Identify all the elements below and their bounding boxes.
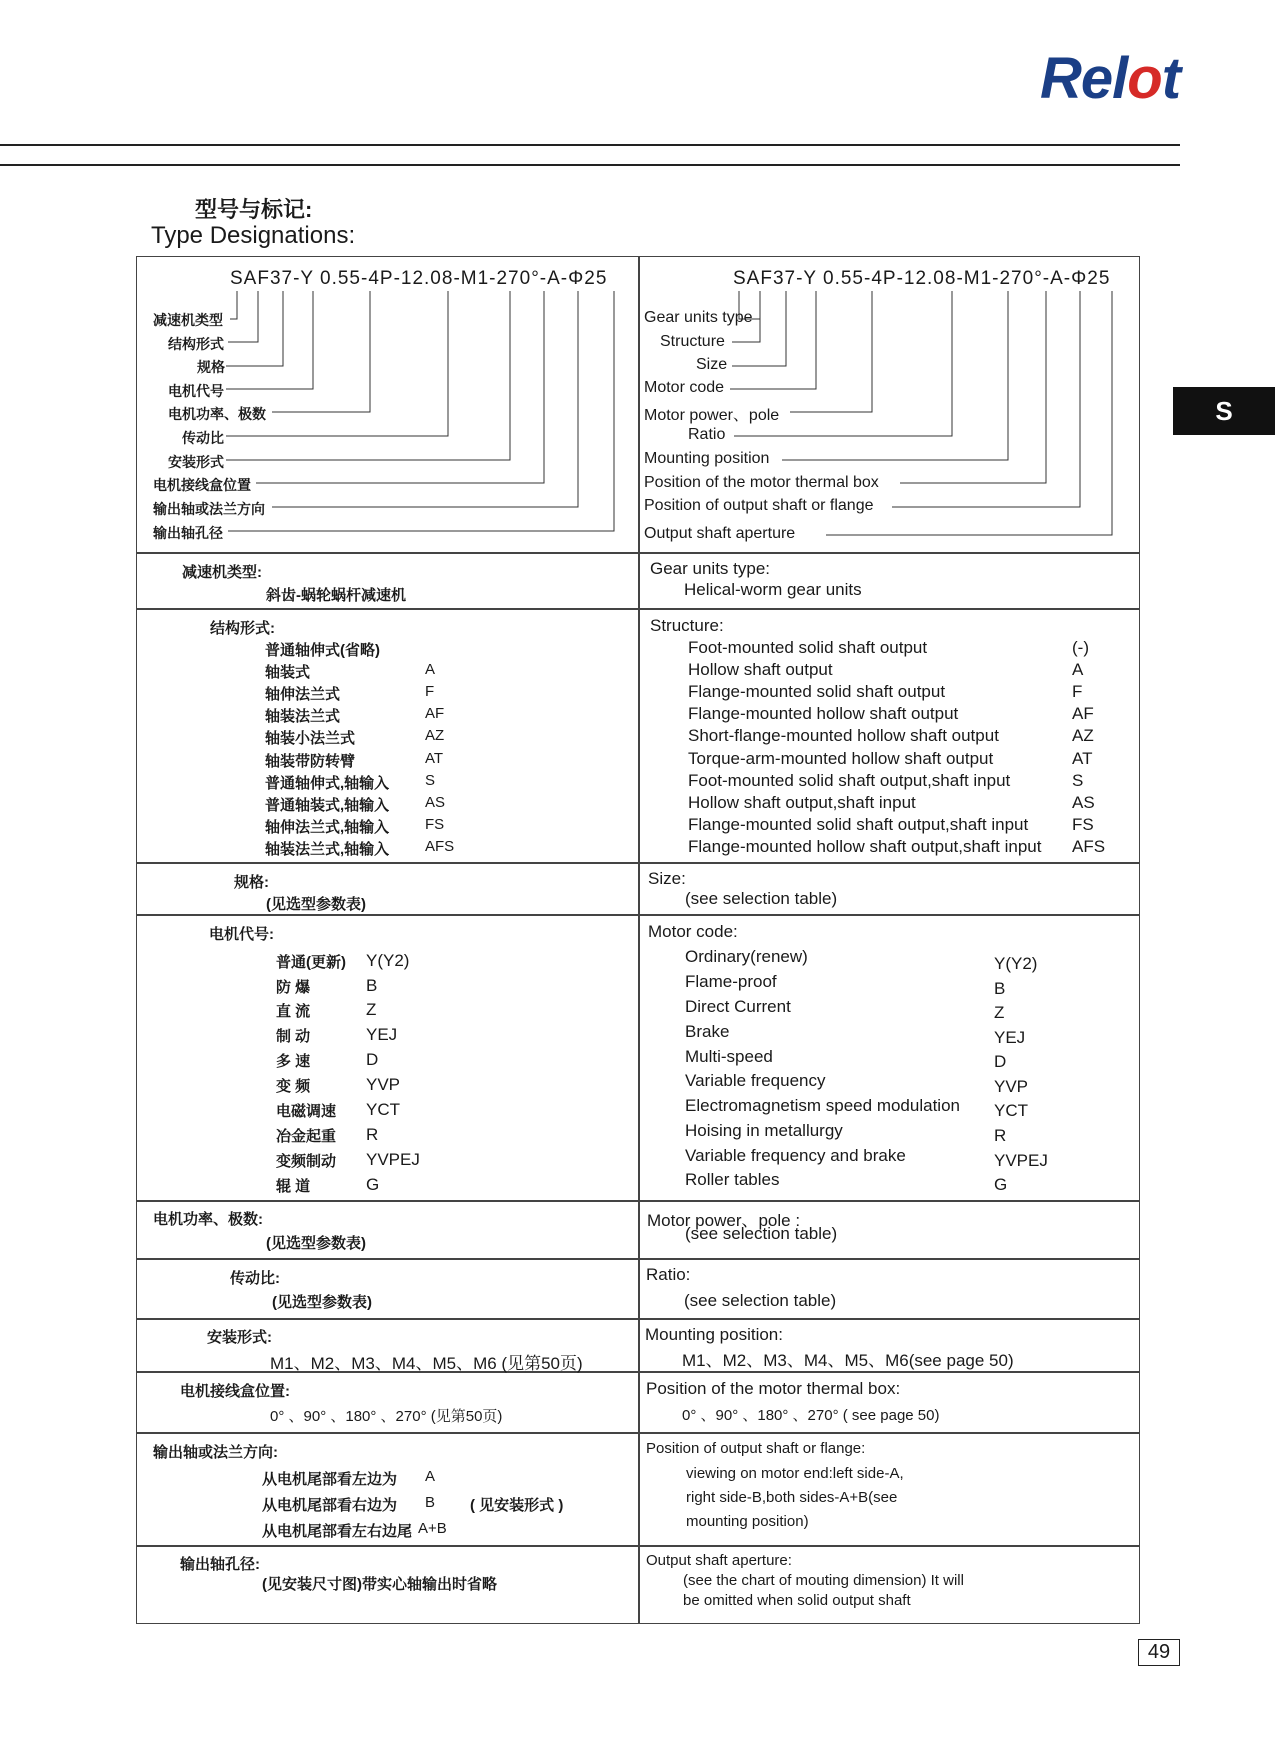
motor-power-value-en: (see selection table) (685, 1224, 838, 1243)
motor-code-row-cn: 辊 道 (276, 1178, 311, 1195)
motor-code-row-en: Ordinary(renew) (685, 947, 808, 966)
designation-code-en: SAF37-Y 0.55-4P-12.08-M1-270°-A-Φ25 (733, 268, 1111, 289)
motor-code-code-cn: D (366, 1050, 379, 1069)
motor-code-row-cn: 直 流 (276, 1003, 311, 1020)
structure-code-en: FS (1072, 815, 1094, 834)
designation-code-cn: SAF37-Y 0.55-4P-12.08-M1-270°-A-Φ25 (230, 268, 608, 289)
gear-type-value-en: Helical-worm gear units (684, 580, 862, 599)
structure-row-en: Hollow shaft output,shaft input (688, 793, 916, 812)
ratio-title-cn: 传动比: (230, 1270, 280, 1287)
aperture-value-cn: (见安装尺寸图)带实心轴输出时省略 (262, 1576, 497, 1593)
structure-row-en: Flange-mounted solid shaft output,shaft input (688, 815, 1029, 834)
motor-code-code-cn: B (366, 976, 378, 995)
title-en: Type Designations: (151, 222, 356, 249)
designation-label-en: Motor power、pole (644, 407, 780, 424)
designation-label-cn: 输出轴或法兰方向 (153, 501, 265, 517)
ratio-value-en: (see selection table) (684, 1291, 837, 1310)
designation-label-cn: 减速机类型 (153, 312, 223, 328)
motor-code-row-cn: 电磁调速 (276, 1103, 337, 1120)
structure-row-en: Torque-arm-mounted hollow shaft output (688, 749, 994, 768)
aperture-title-cn: 输出轴孔径: (180, 1556, 260, 1573)
motor-code-code-cn: YEJ (366, 1025, 398, 1044)
structure-code-cn: AT (425, 750, 444, 767)
structure-code-cn: AS (425, 794, 446, 811)
structure-code-cn: A (425, 661, 436, 678)
motor-code-row-cn: 变 频 (276, 1078, 311, 1095)
motor-code-row-cn: 冶金起重 (276, 1128, 337, 1145)
motor-code-code-en: G (994, 1175, 1008, 1194)
motor-code-code-en: B (994, 979, 1006, 998)
thermal-box-title-cn: 电机接线盒位置: (180, 1383, 290, 1400)
structure-row-cn: 轴装带防转臂 (265, 753, 356, 770)
designation-label-cn: 电机接线盒位置 (153, 477, 251, 493)
motor-code-code-cn: YCT (366, 1100, 400, 1119)
structure-row-en: Flange-mounted hollow shaft output,shaft input (688, 837, 1042, 856)
structure-code-cn: AF (425, 705, 445, 722)
designation-label-cn: 电机代号 (168, 383, 224, 399)
motor-code-code-cn: G (366, 1175, 380, 1194)
logo-accent: o (1127, 46, 1162, 111)
output-direction-line-en: right side-B,both sides-A+B(see (686, 1489, 898, 1506)
gear-type-title-cn: 减速机类型: (182, 564, 262, 581)
designation-label-en: Size (696, 356, 728, 373)
structure-code-en: S (1072, 771, 1084, 790)
motor-code-code-en: Y(Y2) (994, 954, 1038, 973)
thermal-box-value-cn: 0° 、90° 、180° 、270° (见第50页) (270, 1408, 503, 1425)
aperture-line-en: (see the chart of mouting dimension) It will (683, 1572, 964, 1589)
structure-row-en: Foot-mounted solid shaft output (688, 638, 928, 657)
motor-power-value-cn: (见选型参数表) (266, 1235, 366, 1252)
section-tab-s[interactable]: S (1173, 387, 1275, 435)
output-direction-code-cn: A (425, 1468, 436, 1485)
motor-code-row-en: Flame-proof (685, 972, 777, 991)
motor-power-title-en: Motor power、pole : (647, 1211, 801, 1230)
ratio-title-en: Ratio: (646, 1265, 691, 1284)
structure-code-en: AF (1072, 704, 1094, 723)
structure-row-cn: 普通轴伸式(省略) (265, 642, 380, 659)
structure-row-en: Hollow shaft output (688, 660, 833, 679)
motor-code-row-en: Electromagnetism speed modulation (685, 1096, 960, 1115)
designation-label-en: Motor code (644, 379, 725, 396)
designation-label-cn: 电机功率、极数 (168, 406, 266, 422)
structure-code-en: AZ (1072, 726, 1094, 745)
gear-type-value-cn: 斜齿-蜗轮蜗杆减速机 (266, 587, 406, 604)
motor-code-row-cn: 防 爆 (276, 979, 311, 996)
motor-code-code-en: YCT (994, 1101, 1028, 1120)
mounting-title-cn: 安装形式: (207, 1329, 272, 1346)
output-direction-line-en: viewing on motor end:left side-A, (686, 1465, 904, 1482)
structure-title-en: Structure: (650, 616, 724, 635)
thermal-box-title-en: Position of the motor thermal box: (646, 1379, 901, 1398)
designation-label-en: Mounting position (644, 450, 770, 467)
motor-code-title-en: Motor code: (648, 922, 738, 941)
structure-row-cn: 普通轴伸式,轴输入 (265, 775, 390, 792)
designation-label-en: Output shaft aperture (644, 525, 796, 542)
designation-label-cn: 安装形式 (168, 454, 224, 470)
motor-code-code-cn: YVPEJ (366, 1150, 420, 1169)
structure-row-en: Foot-mounted solid shaft output,shaft input (688, 771, 1011, 790)
motor-code-code-cn: Y(Y2) (366, 951, 410, 970)
structure-row-en: Flange-mounted solid shaft output (688, 682, 946, 701)
motor-code-title-cn: 电机代号: (209, 926, 274, 943)
structure-code-cn: AZ (425, 727, 445, 744)
size-title-cn: 规格: (234, 874, 269, 891)
designation-label-cn: 输出轴孔径 (153, 525, 223, 541)
designation-label-cn: 规格 (197, 359, 225, 375)
motor-code-code-cn: R (366, 1125, 379, 1144)
structure-row-cn: 普通轴装式,轴输入 (265, 797, 390, 814)
structure-row-cn: 轴伸法兰式,轴输入 (265, 819, 390, 836)
aperture-title-en: Output shaft aperture: (646, 1552, 792, 1569)
motor-code-row-cn: 变频制动 (276, 1153, 337, 1170)
structure-row-cn: 轴装法兰式,轴输入 (265, 841, 390, 858)
structure-code-en: AFS (1072, 837, 1106, 856)
motor-code-code-en: YVP (994, 1077, 1029, 1096)
motor-code-code-en: D (994, 1052, 1007, 1071)
output-direction-row-cn: 从电机尾部看右边为 (262, 1497, 398, 1514)
structure-row-cn: 轴伸法兰式 (265, 686, 341, 703)
motor-code-row-en: Roller tables (685, 1170, 780, 1189)
structure-row-cn: 轴装小法兰式 (265, 730, 356, 747)
structure-code-cn: S (425, 772, 436, 789)
mounting-title-en: Mounting position: (645, 1325, 783, 1344)
motor-code-code-en: YVPEJ (994, 1151, 1048, 1170)
structure-code-en: F (1072, 682, 1083, 701)
output-direction-line-en: mounting position) (686, 1513, 809, 1530)
structure-row-en: Flange-mounted hollow shaft output (688, 704, 959, 723)
title-cn: 型号与标记: (195, 197, 313, 222)
structure-code-cn: FS (425, 816, 445, 833)
structure-code-cn: AFS (425, 838, 455, 855)
designation-label-en: Gear units type (644, 309, 753, 326)
output-direction-code-cn: A+B (418, 1520, 447, 1537)
motor-code-row-en: Brake (685, 1022, 730, 1041)
motor-code-row-en: Variable frequency and brake (685, 1146, 906, 1165)
aperture-line-en: be omitted when solid output shaft (683, 1592, 911, 1609)
structure-row-cn: 轴装法兰式 (265, 708, 341, 725)
mounting-value-en: M1、M2、M3、M4、M5、M6(see page 50) (682, 1351, 1014, 1370)
thermal-box-value-en: 0° 、90° 、180° 、270° ( see page 50) (682, 1407, 940, 1424)
output-direction-row-cn: 从电机尾部看左边为 (262, 1471, 398, 1488)
motor-code-code-cn: YVP (366, 1075, 401, 1094)
structure-row-en: Short-flange-mounted hollow shaft output (688, 726, 999, 745)
designation-label-cn: 传动比 (182, 430, 224, 446)
structure-code-en: (-) (1072, 638, 1089, 657)
output-direction-row-cn: 从电机尾部看左右边尾 (262, 1523, 413, 1540)
motor-code-code-en: R (994, 1126, 1007, 1145)
ratio-value-cn: (见选型参数表) (272, 1294, 372, 1311)
motor-code-row-en: Variable frequency (685, 1071, 826, 1090)
motor-code-row-cn: 制 动 (276, 1028, 311, 1045)
gear-type-title-en: Gear units type: (650, 559, 771, 578)
motor-code-row-cn: 普通(更新) (276, 954, 346, 971)
output-direction-code-cn: B (425, 1494, 436, 1511)
output-direction-note-cn: ( 见安装形式 ) (470, 1497, 564, 1514)
structure-code-en: AT (1072, 749, 1093, 768)
structure-code-en: AS (1072, 793, 1095, 812)
output-direction-title-en: Position of output shaft or flange: (646, 1440, 866, 1457)
size-title-en: Size: (648, 869, 686, 888)
designation-label-en: Position of output shaft or flange (644, 497, 874, 514)
motor-code-row-cn: 多 速 (276, 1053, 311, 1070)
designation-label-en: Structure (660, 333, 725, 350)
designation-label-cn: 结构形式 (168, 336, 224, 352)
motor-code-row-en: Multi-speed (685, 1047, 773, 1066)
motor-code-row-en: Hoising in metallurgy (685, 1121, 843, 1140)
motor-code-row-en: Direct Current (685, 997, 791, 1016)
structure-row-cn: 轴装式 (265, 664, 311, 681)
structure-code-cn: F (425, 683, 435, 700)
structure-code-en: A (1072, 660, 1084, 679)
designation-label-en: Ratio (688, 426, 726, 443)
motor-code-code-en: YEJ (994, 1028, 1026, 1047)
size-value-en: (see selection table) (685, 889, 838, 908)
motor-power-title-cn: 电机功率、极数: (153, 1211, 263, 1228)
output-direction-title-cn: 输出轴或法兰方向: (153, 1444, 278, 1461)
mounting-value-cn: M1、M2、M3、M4、M5、M6 (见第50页) (270, 1354, 583, 1373)
page-number: 49 (1138, 1639, 1180, 1666)
size-value-cn: (见选型参数表) (266, 896, 366, 913)
designation-label-en: Position of the motor thermal box (644, 474, 879, 491)
structure-title-cn: 结构形式: (210, 620, 275, 637)
motor-code-code-cn: Z (366, 1000, 377, 1019)
motor-code-code-en: Z (994, 1003, 1005, 1022)
relot-logo: Relot (1040, 46, 1181, 111)
